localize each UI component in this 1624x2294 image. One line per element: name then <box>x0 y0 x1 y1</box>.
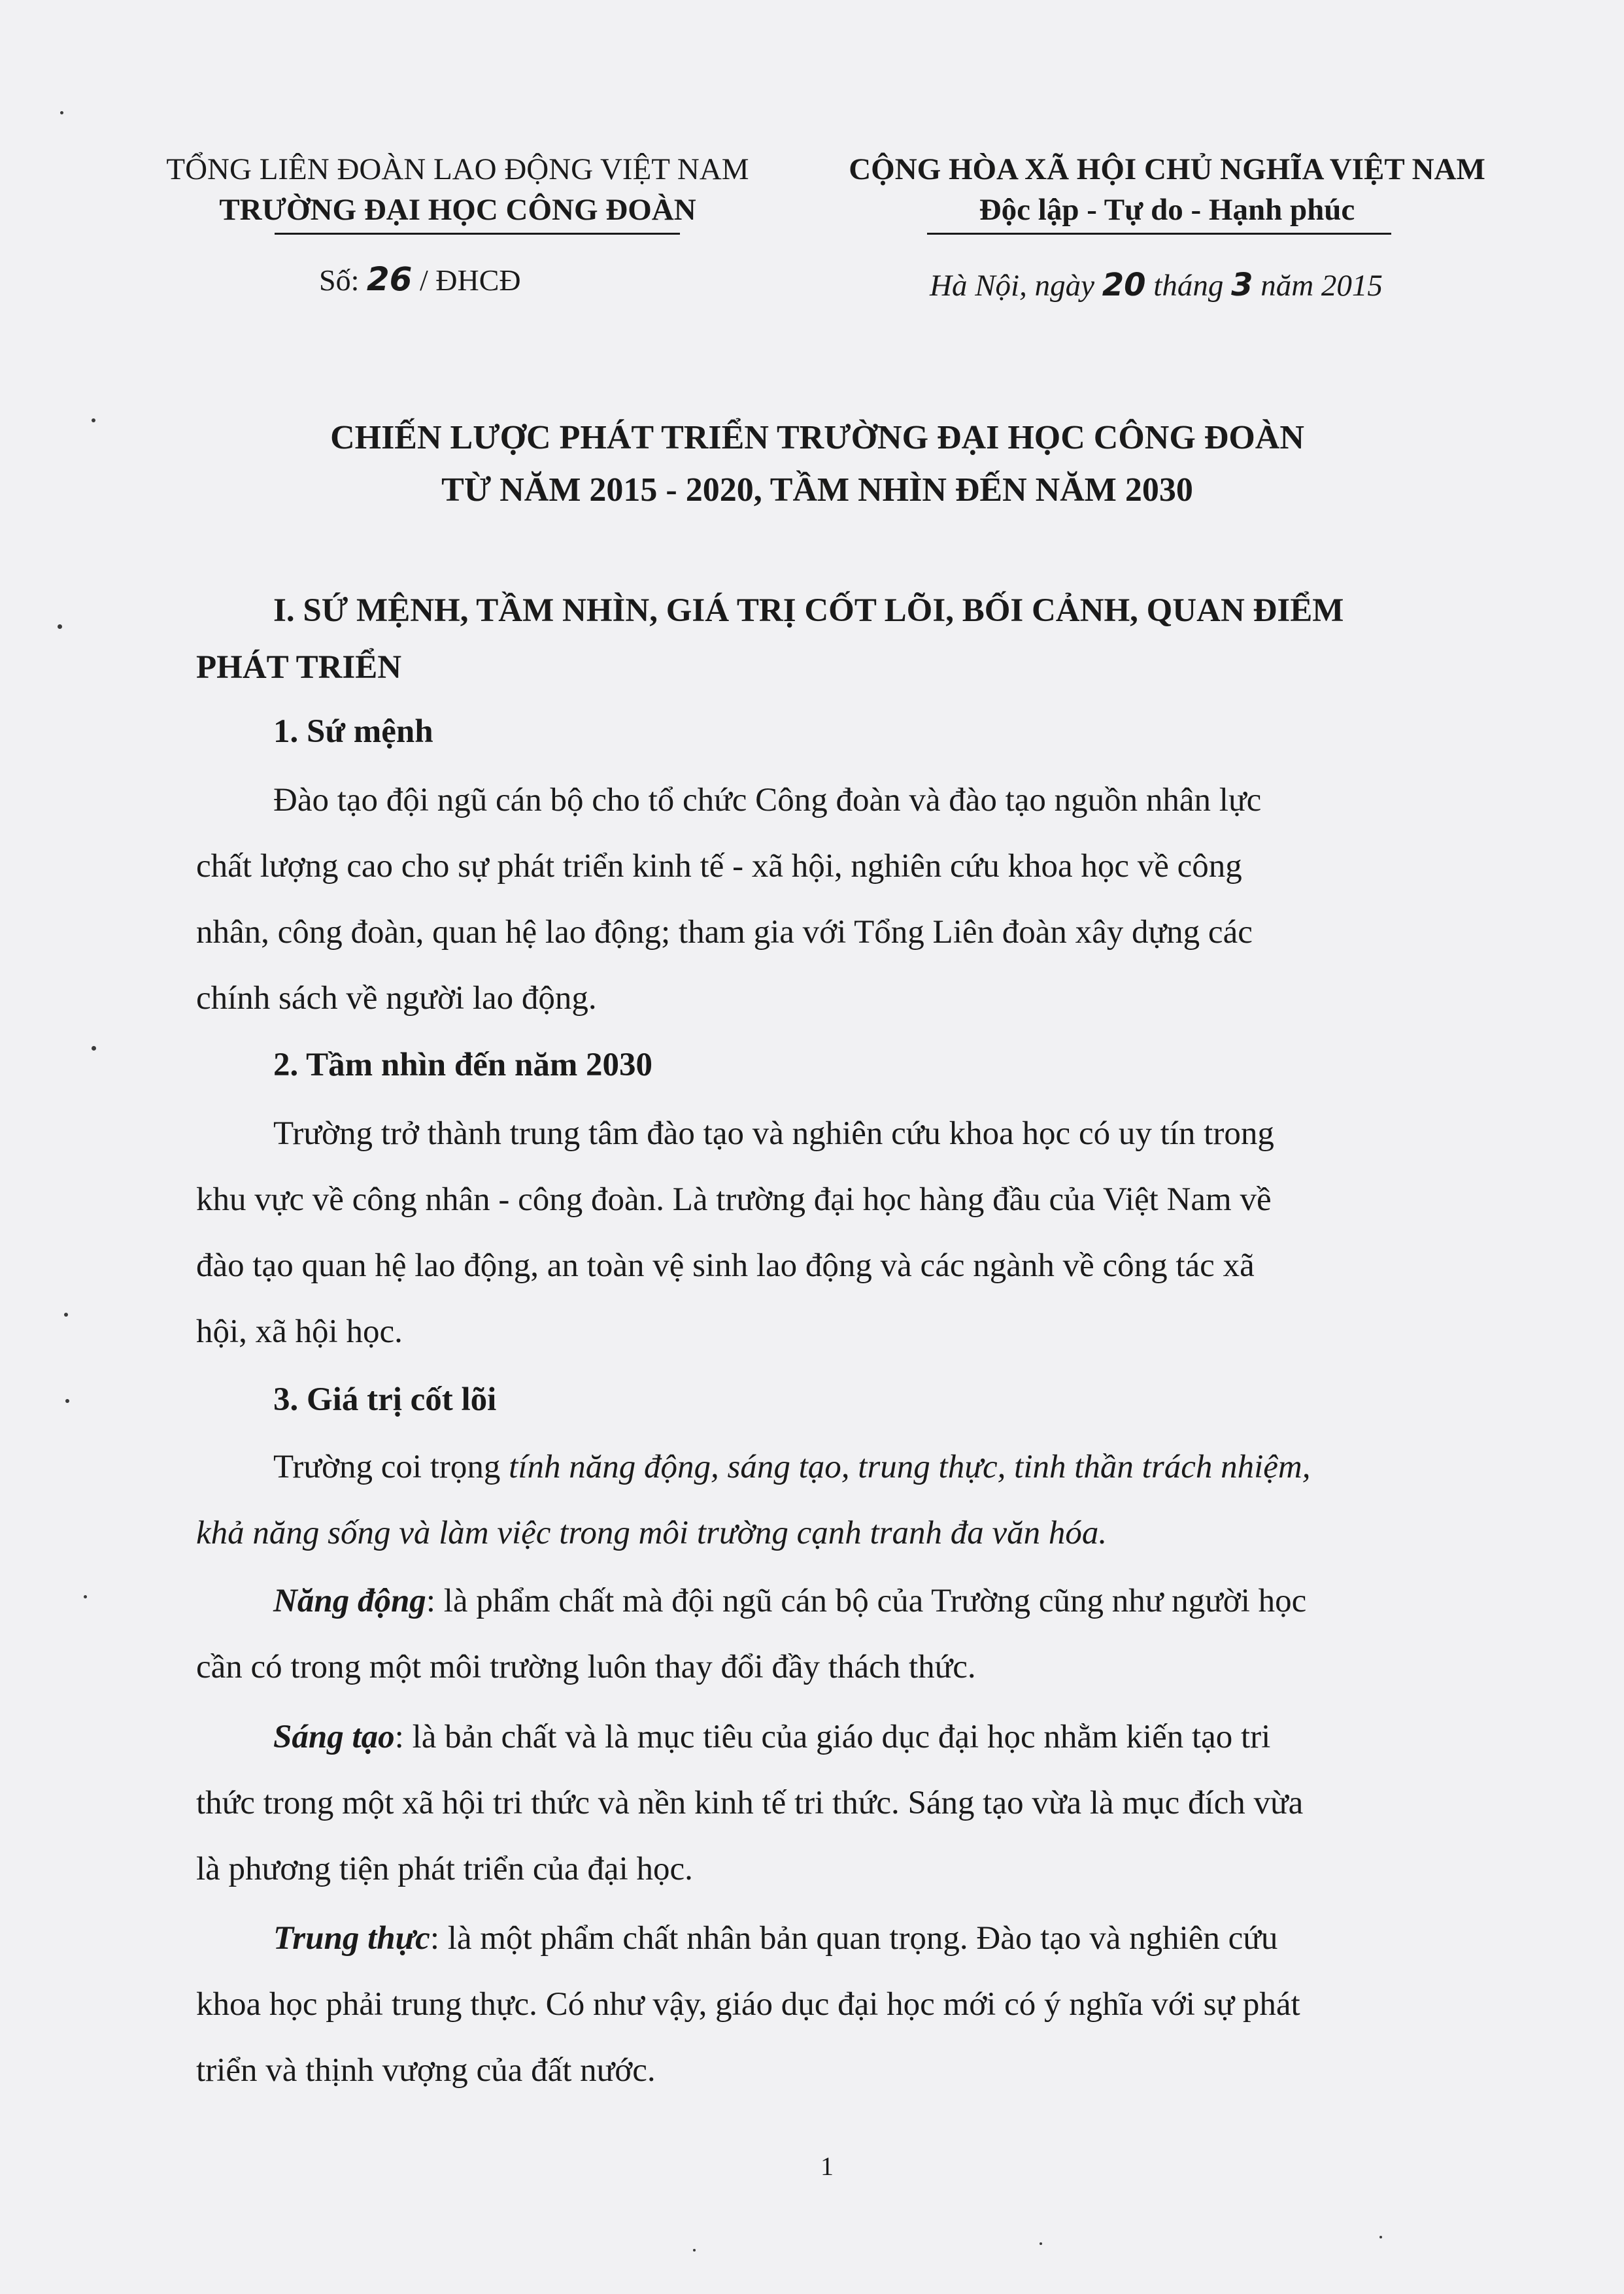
org-underline <box>275 233 680 235</box>
scan-speck <box>1379 2236 1382 2238</box>
org-header <box>137 149 778 230</box>
date-suffix: năm 2015 <box>1253 269 1383 303</box>
document-date <box>930 267 1383 303</box>
honest-term: Trung thực <box>273 1920 430 1957</box>
page-number: 1 <box>820 2151 834 2181</box>
dynamic-line2: cần có trong một môi trường luôn thay đổi đầy thách thức. <box>196 1649 976 1685</box>
vision-heading: 2. Tầm nhìn đến năm 2030 <box>273 1047 653 1083</box>
nation-header <box>801 149 1533 230</box>
number-prefix: Số: <box>319 263 367 297</box>
mission-line: Đào tạo đội ngũ cán bộ cho tổ chức Công đoàn và đào tạo nguồn nhân lực <box>273 782 1262 818</box>
creative-line1 <box>273 1718 1270 1756</box>
core-values-intro-line1 <box>273 1448 1310 1486</box>
number-suffix: / ĐHCĐ <box>412 263 521 297</box>
honest-line2: khoa học phải trung thực. Có như vậy, giáo dục đại học mới có ý nghĩa với sự phát <box>196 1986 1300 2023</box>
section-heading-line2: PHÁT TRIỂN <box>196 649 402 686</box>
org-line1: TỔNG LIÊN ĐOÀN LAO ĐỘNG VIỆT NAM <box>166 152 749 186</box>
creative-line3: là phương tiện phát triển của đại học. <box>196 1851 693 1887</box>
honest-line1 <box>273 1919 1277 1957</box>
dynamic-line1 <box>273 1582 1306 1620</box>
scan-speck <box>92 1046 96 1051</box>
vision-line: đào tạo quan hệ lao động, an toàn vệ sinh lao động và các ngành về công tác xã <box>196 1247 1255 1284</box>
mission-line: chất lượng cao cho sự phát triển kinh tế - xã hội, nghiên cứu khoa học về công <box>196 848 1242 885</box>
org-line2: TRƯỜNG ĐẠI HỌC CÔNG ĐOÀN <box>219 193 696 227</box>
scan-speck <box>92 418 95 422</box>
nation-motto: Độc lập - Tự do - Hạnh phúc <box>979 193 1355 227</box>
dynamic-term: Năng động <box>273 1583 426 1619</box>
core-values-heading: 3. Giá trị cốt lõi <box>273 1381 497 1418</box>
mission-line: chính sách về người lao động. <box>196 980 597 1017</box>
date-prefix: Hà Nội, ngày <box>930 269 1102 303</box>
nation-line1: CỘNG HÒA XÃ HỘI CHỦ NGHĨA VIỆT NAM <box>849 152 1485 186</box>
honest-text: : là một phẩm chất nhân bản quan trọng. Đào tạo và nghiên cứu <box>430 1920 1278 1957</box>
scan-speck <box>1040 2242 1042 2245</box>
date-day: 20 <box>1102 267 1146 303</box>
scan-speck <box>64 1313 68 1317</box>
intro-prefix: Trường coi trọng <box>273 1449 509 1485</box>
scan-speck <box>693 2249 696 2252</box>
creative-text: : là bản chất và là mục tiêu của giáo dục đại học nhằm kiến tạo tri <box>394 1719 1271 1755</box>
scan-speck <box>84 1595 87 1598</box>
scan-speck <box>60 111 63 114</box>
creative-line2: thức trong một xã hội tri thức và nền kinh tế tri thức. Sáng tạo vừa là mục đích vừa <box>196 1785 1304 1821</box>
vision-line: khu vực về công nhân - công đoàn. Là trường đại học hàng đầu của Việt Nam về <box>196 1181 1272 1218</box>
section-heading-line1: I. SỨ MỆNH, TẦM NHÌN, GIÁ TRỊ CỐT LÕI, BỐI CẢNH, QUAN ĐIỂM <box>273 592 1344 629</box>
document-title-line2: TỪ NĂM 2015 - 2020, TẦM NHÌN ĐẾN NĂM 2030 <box>441 471 1193 509</box>
scan-speck <box>65 1399 69 1403</box>
number-value: 26 <box>366 260 413 298</box>
dynamic-text: : là phẩm chất mà đội ngũ cán bộ của Trường cũng như người học <box>426 1583 1307 1619</box>
mission-heading: 1. Sứ mệnh <box>273 713 433 750</box>
motto-underline <box>927 233 1391 235</box>
document-number <box>319 260 521 298</box>
vision-line: hội, xã hội học. <box>196 1313 403 1350</box>
document-title-line1: CHIẾN LƯỢC PHÁT TRIỂN TRƯỜNG ĐẠI HỌC CÔNG ĐOÀN <box>330 419 1304 456</box>
scan-speck <box>58 624 62 629</box>
date-month: 3 <box>1231 267 1253 303</box>
creative-term: Sáng tạo <box>273 1719 395 1755</box>
vision-line: Trường trở thành trung tâm đào tạo và nghiên cứu khoa học có uy tín trong <box>273 1115 1274 1152</box>
honest-line3: triển và thịnh vượng của đất nước. <box>196 2052 656 2089</box>
mission-line: nhân, công đoàn, quan hệ lao động; tham gia với Tổng Liên đoàn xây dựng các <box>196 914 1253 951</box>
intro-italic: tính năng động, sáng tạo, trung thực, tinh thần trách nhiệm, <box>509 1449 1311 1485</box>
core-values-intro-line2: khả năng sống và làm việc trong môi trường cạnh tranh đa văn hóa. <box>196 1515 1108 1551</box>
date-mid: tháng <box>1145 269 1232 303</box>
